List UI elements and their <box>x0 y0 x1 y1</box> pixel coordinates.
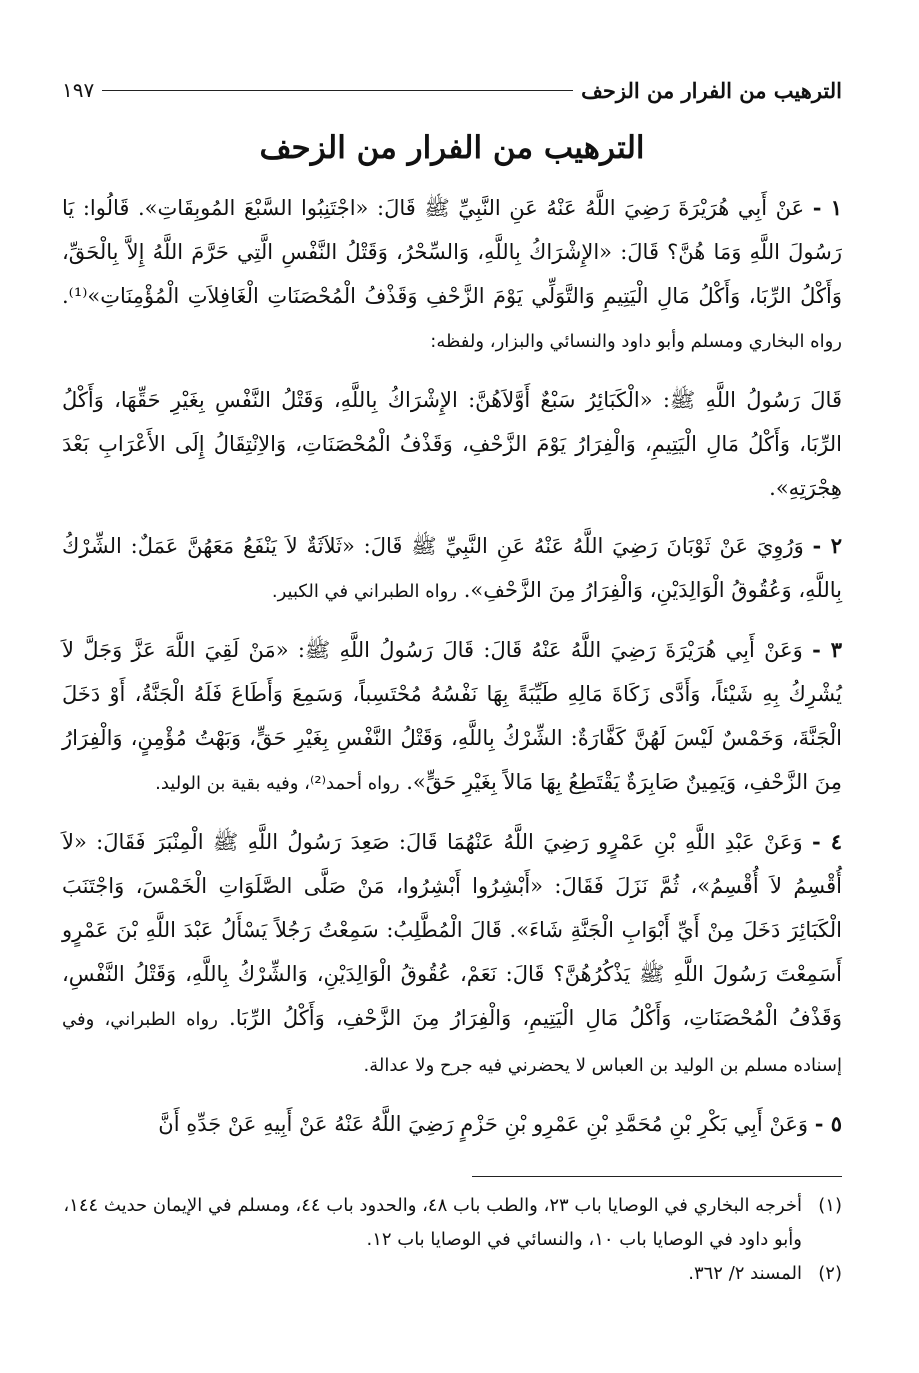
hadith-text: عَنْ أَبِي هُرَيْرَةَ رَضِيَ اللَّهُ عَنْهُ عَنِ النَّبِيِّ ﷺ قَالَ: «اجْتَنِبُوا السَّبْعَ المُوبِقَاتِ». قَالُوا: يَا رَسُولَ اللَّهِ وَمَا هُنَّ؟ قَالَ: «الإِشْرَاكُ بِاللَّهِ، وَالسِّحْرُ، وَقَتْلُ النَّفْسِ الَّتِي حَرَّمَ اللَّهُ إِلاَّ بِالْحَقِّ، وَأَكْلُ الرِّبَا، وَأَكْلُ مَالِ الْيَتِيمِ وَالتَّوَلِّي يَوْمَ الزَّحْفِ وَقَذْفُ الْمُحْصَنَاتِ الْغَافِلاَتِ الْمُؤْمِنَاتِ»⁽¹⁾. <box>62 196 842 309</box>
footnotes <box>62 1189 842 1291</box>
hadith-source: رواه الطبراني في الكبير. <box>271 581 458 603</box>
footnote-2 <box>62 1257 842 1291</box>
page-number: ١٩٧ <box>62 78 95 102</box>
hadith-text: وَعَنْ أَبِي هُرَيْرَةَ رَضِيَ اللَّهُ عَنْهُ قَالَ: قَالَ رَسُولُ اللَّهِ ﷺ: «مَنْ لَقِيَ اللَّهَ عَزَّ وَجَلَّ لاَ يُشْرِكُ بِهِ شَيْئاً، وَأَدَّى زَكَاةَ مَالِهِ طَيِّبَةً بِهَا نَفْسُهُ مُحْتَسِباً، وَسَمِعَ وَأَطَاعَ فَلَهُ الْجَنَّةُ، أَوْ دَخَلَ الْجَنَّةَ، وَخَمْسٌ لَيْسَ لَهُنَّ كَفَّارَةٌ: الشِّرْكُ بِاللَّهِ، وَقَتْلُ النَّفْسِ بِغَيْرِ حَقٍّ، وَبَهْتُ مُؤْمِنٍ، وَالْفِرَارُ مِنَ الزَّحْفِ، وَيَمِينٌ صَابِرَةٌ يَقْتَطِعُ بِهَا مَالاً بِغَيْرِ حَقٍّ». <box>62 638 842 795</box>
hadith-paragraph-5 <box>62 1102 842 1146</box>
footnote-divider <box>472 1176 842 1177</box>
chapter-title: الترهيب من الفرار من الزحف <box>259 130 645 166</box>
hadith-text: قَالَ رَسُولُ اللَّهِ ﷺ: «الْكَبَائِرُ سَبْعٌ أَوَّلاَهُنَّ: الإِشْرَاكُ بِاللَّهِ، وَقَتْلُ النَّفْسِ بِغَيْرِ حَقِّهَا، وَأَكْلُ الرِّبَا، وَأَكْلُ مَالِ الْيَتِيمِ، وَالْفِرَارُ يَوْمَ الزَّحْفِ، وَقَذْفُ الْمُحْصَنَاتِ، وَالاِنْتِقَالُ إِلَى الأَعْرَابِ بَعْدَ هِجْرَتِهِ». <box>62 388 842 501</box>
hadith-paragraph-2 <box>62 524 842 614</box>
hadith-paragraph-4 <box>62 820 842 1088</box>
book-page <box>62 70 842 1291</box>
hadith-number: ١ - <box>812 195 842 221</box>
hadith-paragraph-1b <box>62 378 842 510</box>
hadith-paragraph-1 <box>62 186 842 364</box>
footnote-marker: (١) <box>818 1195 842 1217</box>
hadith-text: وَرُوِيَ عَنْ ثَوْبَانَ رَضِيَ اللَّهُ عَنْهُ عَنِ النَّبِيِّ ﷺ قَالَ: «ثَلاَثَةٌ لاَ يَنْفَعُ مَعَهُنَّ عَمَلٌ: الشِّرْكُ بِاللَّهِ، وَعُقُوقُ الْوَالِدَيْنِ، وَالْفِرَارُ مِنَ الزَّحْفِ». <box>62 534 842 603</box>
footnote-text: أخرجه البخاري في الوصايا باب ٢٣، والطب باب ٤٨، والحدود باب ٤٤، ومسلم في الإيمان حديث ١٤٤، وأبو داود في الوصايا باب ١٠، والنسائي في الوصايا باب ١٢. <box>63 1195 802 1251</box>
footnote-text: المسند ٢/ ٣٦٢. <box>688 1263 802 1285</box>
running-header <box>62 70 842 110</box>
hadith-number: ٤ - <box>812 829 842 855</box>
hadith-text: وَعَنْ أَبِي بَكْرِ بْنِ مُحَمَّدِ بْنِ عَمْرِو بْنِ حَزْمٍ رَضِيَ اللَّهُ عَنْهُ عَنْ أَبِيهِ عَنْ جَدِّهِ أَنَّ <box>158 1112 808 1137</box>
footnote-1 <box>62 1189 842 1257</box>
hadith-paragraph-3 <box>62 628 842 806</box>
hadith-number: ٣ - <box>812 637 842 663</box>
hadith-number: ٥ - <box>814 1111 842 1137</box>
running-header-title: الترهيب من الفرار من الزحف <box>581 77 842 103</box>
hadith-source: رواه الطبراني، وفي إسناده مسلم بن الوليد بن العباس لا يحضرني فيه جرح ولا عدالة. <box>62 1009 842 1077</box>
footnote-marker: (٢) <box>818 1263 842 1285</box>
hadith-number: ٢ - <box>812 533 842 559</box>
hadith-source: رواه البخاري ومسلم وأبو داود والنسائي والبزار، ولفظه: <box>430 331 842 353</box>
hadith-text: وَعَنْ عَبْدِ اللَّهِ بْنِ عَمْرٍو رَضِيَ اللَّهُ عَنْهُمَا قَالَ: صَعِدَ رَسُولُ اللَّهِ ﷺ الْمِنْبَرَ فَقَالَ: «لاَ أُقْسِمُ لاَ أُقْسِمُ»، ثُمَّ نَزَلَ فَقَالَ: «أَبْشِرُوا أَبْشِرُوا، مَنْ صَلَّى الصَّلَوَاتِ الْخَمْسَ، وَاجْتَنَبَ الْكَبَائِرَ دَخَلَ مِنْ أَيِّ أَبْوَابِ الْجَنَّةِ شَاءَ». قَالَ الْمُطَّلِبُ: سَمِعْتُ رَجُلاً يَسْأَلُ عَبْدَ اللَّهِ بْنَ عَمْرٍو أَسَمِعْتَ رَسُولَ اللَّهِ ﷺ يَذْكُرُهُنَّ؟ قَالَ: نَعَمْ، عُقُوقُ الْوَالِدَيْنِ، وَالشِّرْكُ بِاللَّهِ، وَقَتْلُ النَّفْسِ، وَقَذْفُ الْمُحْصَنَاتِ، وَأَكْلُ مَالِ الْيَتِيمِ، وَالْفِرَارُ مِنَ الزَّحْفِ، وَأَكْلُ الرِّبَا. <box>62 830 842 1031</box>
header-rule <box>102 90 573 91</box>
hadith-source: رواه أحمد⁽²⁾، وفيه بقية بن الوليد. <box>155 773 400 795</box>
